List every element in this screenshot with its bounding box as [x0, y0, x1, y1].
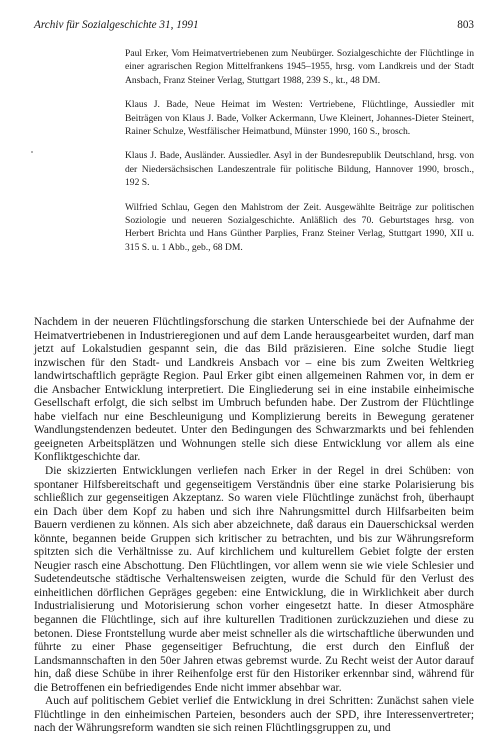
book-reference-schlau: Wilfried Schlau, Gegen den Mahlstrom der Zeit. Ausgewählte Beiträge zur politischen Soziologie und neueren Sozialgeschichte. Anläßlich des 70. Geburtstages hrsg. von Herbert Brichta und Hans Günther Parplies, Franz Steiner Verlag, Stuttgart 1990, XII u. 315 S. u. 1 Abb., geb., 68 DM. — [125, 201, 474, 253]
book-reference-bade-auslaender: Klaus J. Bade, Ausländer. Aussiedler. Asyl in der Bundesrepublik Deutschland, hrsg. von der Niedersächsischen Landeszentrale für politische Bildung, Hannover 1990, brosch., 192 S. — [125, 150, 474, 189]
body-paragraph: Die skizzierten Entwicklungen verliefen nach Erker in der Regel in drei Schüben: von spontaner Hilfsbereitschaft und gegenseitigem Verständnis über eine starke Polarisierung bis schließlich zur gegenseitigen Akzeptanz. So waren viele Flüchtlinge zunächst froh, überhaupt ein Dach über dem Kopf zu haben und sich ihre Nahrungsmittel durch Hilfsarbeiten beim Bauern verdienen zu können. Als sich aber abzeichnete, daß daraus ein Dauerschicksal werden könnte, begannen beide Gruppen sich kritischer zu betrachten, und bis zur Währungsreform spitzten sich die Verhältnisse zu. Auf kirchlichem und kulturellem Gebiet folgte der ersten Neugier rasch eine Abschottung. Den Flüchtlingen, vor allem wenn sie wie viele Schlesier und Sudetendeutsche städtische Verhaltensweisen zeigten, wurde die Schuld für den Verlust des einheitlichen dörflichen Gepräges gegeben: eine Entwicklung, die in Wirklichkeit aber durch Industrialisierung und Motorisierung schon vorher eingesetzt hatte. In dieser Atmosphäre begannen die Flüchtlinge, sich auf ihre kulturellen Traditionen zurückzuziehen und diese zu betonen. Diese Frontstellung wurde aber meist schneller als die wirtschaftliche überwunden und führte zu einer Phase gegenseitiger Befruchtung, die erst durch den Einfluß der Landsmannschaften in den 50er Jahren etwas gebremst wurde. Zu Recht weist der Autor darauf hin, daß diese Schübe in ihrer Reihenfolge erst für den Historiker erkennbar sind, während für die Betroffenen ein befriedigendes Ende nicht immer absehbar war. — [34, 465, 474, 694]
book-reference-bade-heimat: Klaus J. Bade, Neue Heimat im Westen: Vertriebene, Flüchtlinge, Aussiedler mit Beiträgen von Klaus J. Bade, Volker Ackermann, Uwe Kleinert, Johannes-Dieter Steinert, Rainer Schulze, Westfälischer Heimatbund, Münster 1990, 160 S., brosch. — [125, 99, 474, 138]
body-paragraph: Auch auf politischem Gebiet verlief die Entwicklung in drei Schritten: Zunächst sahen viele Flüchtlinge in den einheimischen Parteien, besonders auch der SPD, ihre Interessenvertreter; nach der Währungsreform wandten sie sich reinen Flüchtlingsgruppen zu, und — [34, 695, 474, 735]
body-paragraph: Nachdem in der neueren Flüchtlingsforschung die starken Unterschiede bei der Aufnahme der Heimatvertriebenen in Industrieregionen und auf dem Lande herausgearbeitet wurden, darf man jetzt auf Lokalstudien gespannt sein, die das Bild präzisieren. Eine solche Studie liegt inzwischen für den Stadt- und Landkreis Ansbach vor – eine bis zum Zweiten Weltkrieg landwirtschaftlich geprägte Region. Paul Erker gibt einen allgemeinen Rahmen vor, in dem er die Ansbacher Entwicklung interpretiert. Die Eingliederung sei in eine instabile einheimische Gesellschaft erfolgt, die sich selbst im Umbruch befunden habe. Der Zustrom der Flüchtlinge habe vielfach nur eine Beschleunigung und Komplizierung bereits in Bewegung geratener Wandlungstendenzen bedeutet. Unter den Bedingungen des Schwarzmarkts und bei fehlenden geeigneten Arbeitsplätzen und Wohnungen stelle sich diese Entwicklung vor allem als eine Konfliktgeschichte dar. — [34, 316, 474, 464]
margin-mark — [31, 151, 33, 153]
journal-title: Archiv für Sozialgeschichte 31, 1991 — [34, 19, 199, 31]
page-number: 803 — [457, 19, 474, 31]
running-header — [34, 18, 474, 32]
review-body — [34, 316, 474, 736]
reviewed-books-list — [125, 47, 474, 254]
book-reference-erker: Paul Erker, Vom Heimatvertriebenen zum Neubürger. Sozialgeschichte der Flüchtlinge in einer agrarischen Region Mittelfrankens 1945–1955, hrsg. vom Landkreis und der Stadt Ansbach, Franz Steiner Verlag, Stuttgart 1988, 239 S., kt., 48 DM. — [125, 48, 474, 86]
